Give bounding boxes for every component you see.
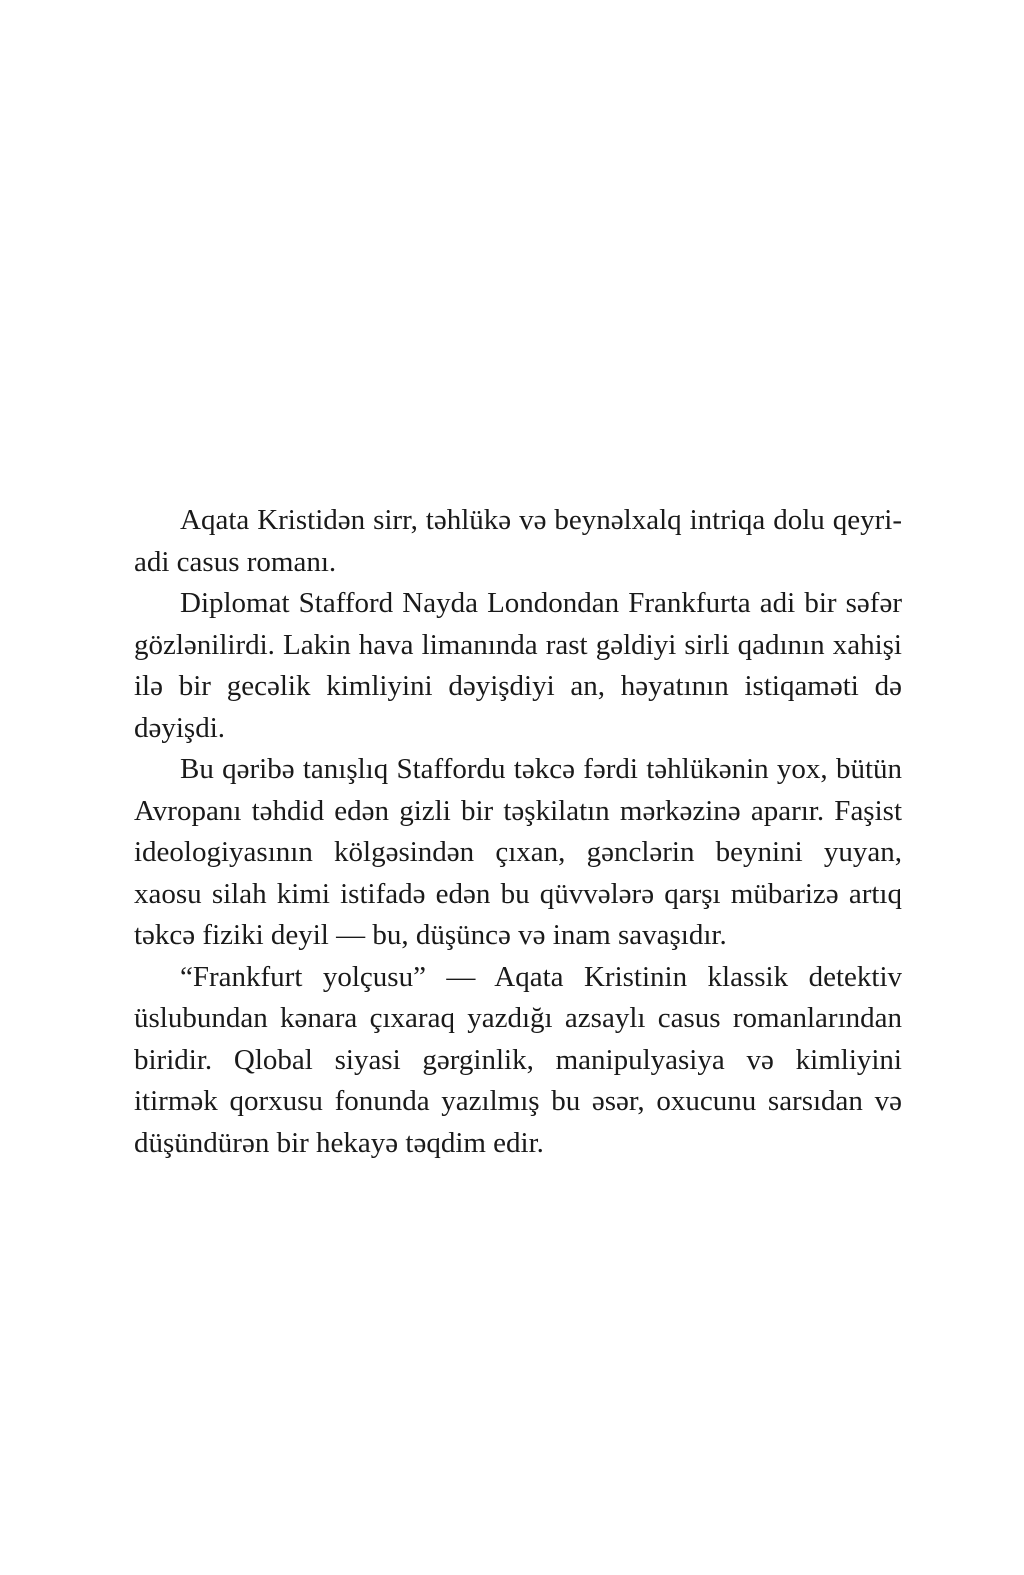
- paragraph-plot: Diplomat Stafford Nayda Londondan Frankfurta adi bir səfər gözlənilirdi. Lakin hava limanında rast gəldiyi sirli qadının xahişi ilə bir gecəlik kimliyini dəyişdiyi an, həyatının istiqaməti də dəyişdi.: [134, 587, 902, 744]
- paragraph-organization: Bu qəribə tanışlıq Staffordu təkcə fərdi təhlükənin yox, bütün Avropanı təhdid edən gizli bir təşkilatın mərkəzinə aparır. Faşist ideologiyasının kölgəsindən çıxan, gənclərin beynini yuyan, xaosu silah kimi istifadə edən bu qüvvələrə qarşı mübarizə artıq təkcə fiziki deyil — bu, düşüncə və inam savaşıdır.: [134, 753, 902, 951]
- paragraph-intro: Aqata Kristidən sirr, təhlükə və beynəlxalq intriqa dolu qeyri-adi casus romanı.: [134, 504, 902, 578]
- synopsis-text: [134, 500, 902, 1164]
- paragraph-summary: “Frankfurt yolçusu” — Aqata Kristinin klassik detektiv üslubundan kənara çıxaraq yazdığı azsaylı casus romanlarından biridir. Qlobal siyasi gərginlik, manipulyasiya və kimliyini itirmək qorxusu fonunda yazılmış bu əsər, oxucunu sarsıdan və düşündürən bir hekayə təqdim edir.: [134, 960, 902, 1159]
